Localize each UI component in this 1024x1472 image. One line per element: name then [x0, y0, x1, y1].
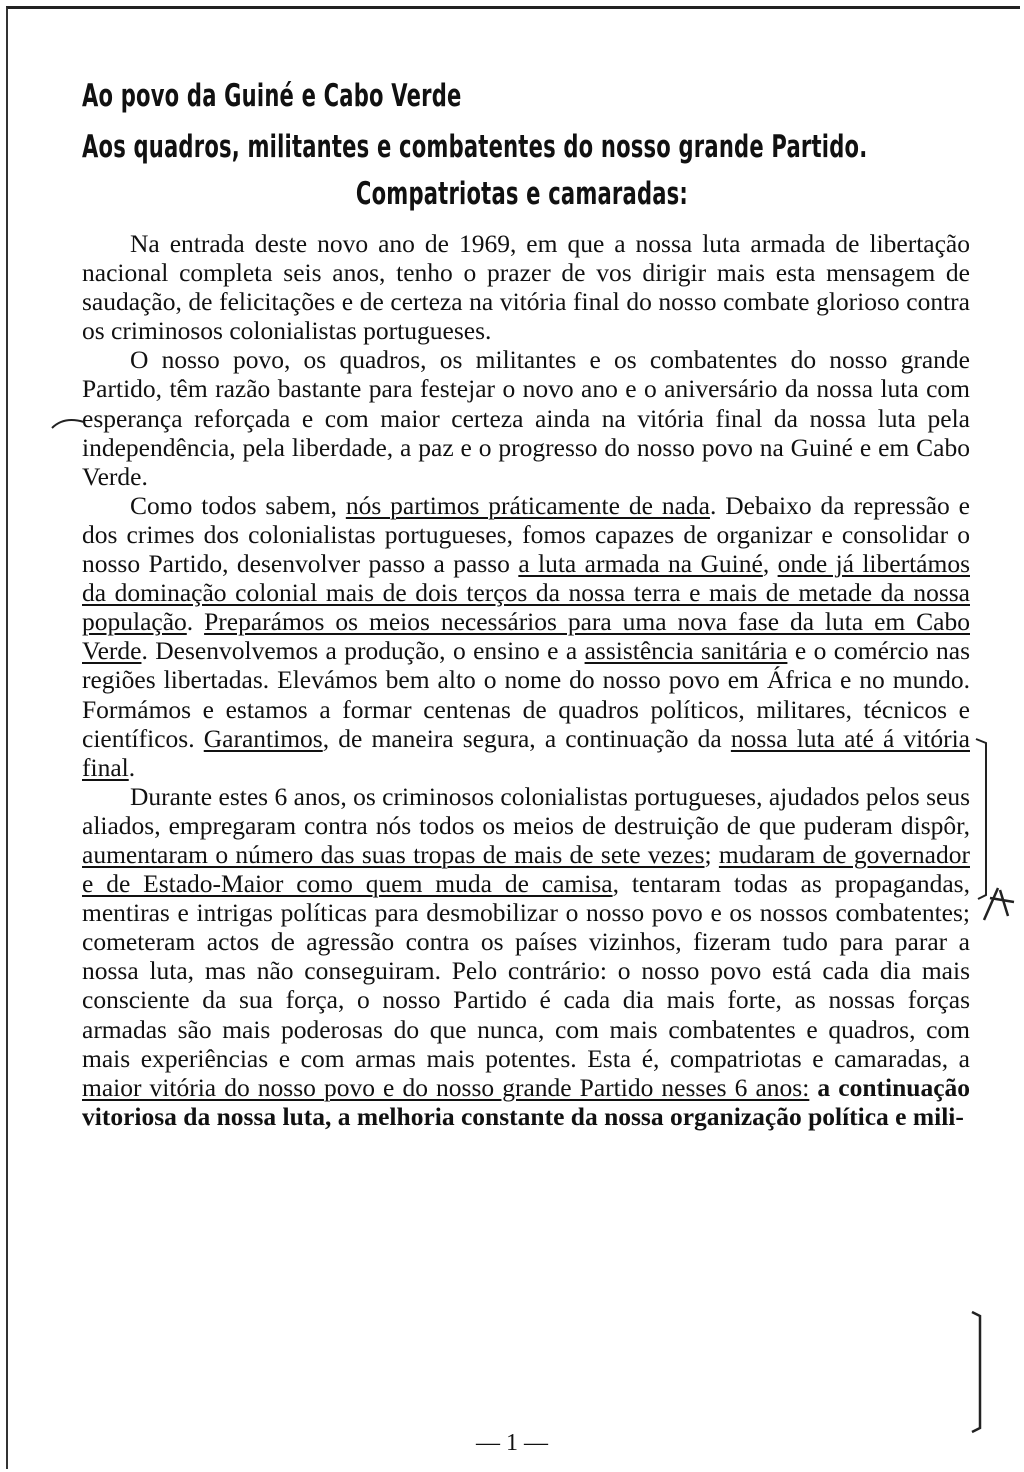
underlined-text: onde já libertámos da dominação colonial mais de dois terços da nossa terra e mais de metade da nossa população	[82, 549, 970, 637]
text-run: . Debaixo da repressão e dos crimes dos colonialistas portugueses, fomos capazes de organizar e consolidar o nosso Partido, desenvolver passo a passo	[82, 490, 970, 579]
text-run: Na entrada deste novo ano de 1969, em que a nossa luta armada de libertação nacional completa seis anos, tenho o prazer de vos dirigir mais esta mensagem de saudação, de felicitações e de certeza na vitória final do nosso combate glorioso contra os criminosos colonialistas portugueses.	[82, 229, 970, 346]
text-run: e o comércio nas regiões libertadas. Elevámos bem alto o nome do nosso povo em África e no mundo. Formámos e estamos a formar centenas de quadros políticos, militares, técnicos e científicos.	[82, 636, 971, 753]
paragraph-1	[82, 229, 970, 345]
heading-line-2: Aos quadros, militantes e combatentes do nosso grande Partido.	[82, 129, 868, 165]
text-run: ,	[762, 549, 778, 579]
text-run: .	[128, 752, 136, 782]
page-number: — 1 —	[476, 1430, 548, 1456]
underlined-text: a luta armada na Guiné	[518, 549, 763, 579]
text-run: , tentaram todas as propagandas, mentiras e intrigas políticas para desmobilizar o nosso povo e os nossos combatentes; cometeram actos de agressão contra os países vizinhos, fizeram tudo para parar a nossa luta, mas não conseguiram. Pelo contrário: o nosso povo está cada dia mais consciente da sua força, o nosso Partido é cada dia mais forte, as nossas forças armadas são mais poderosas do que nunca, com mais combatentes e quadros, com mais experiências e com armas mais potentes. Esta é, compatriotas e camaradas, a	[82, 869, 970, 1073]
paragraph-4	[82, 782, 970, 1131]
heading-line-1: Ao povo da Guiné e Cabo Verde	[82, 78, 462, 114]
text-run: . Desenvolvemos a produção, o ensino e a	[141, 636, 585, 666]
underlined-text: mudaram de governador e de Estado-Maior como quem muda de camisa	[82, 839, 970, 899]
underlined-text: nossa luta até á vitória final	[82, 723, 970, 782]
heading-line-3: Compatriotas e camaradas:	[355, 176, 689, 212]
handwritten-mark-icon	[50, 412, 90, 432]
margin-cross-icon	[978, 880, 1018, 924]
paragraph-2	[82, 345, 970, 490]
underlined-text: nós partimos práticamente de nada	[345, 490, 710, 520]
underlined-text: maior vitória do nosso povo e do nosso grande Partido nesses 6 anos:	[82, 1072, 810, 1102]
document-body	[82, 229, 970, 1131]
underlined-text: aumentaram o número das suas tropas de mais de sete vezes	[82, 839, 705, 869]
text-run: Como todos sabem,	[130, 490, 346, 520]
text-run: Durante estes 6 anos, os criminosos colonialistas portugueses, ajudados pelos seus aliados, empregaram contra nós todos os meios de destruição de que puderam dispôr,	[82, 781, 970, 840]
underlined-text: Garantimos	[203, 723, 323, 753]
margin-bracket-icon-lower	[968, 1308, 988, 1438]
underlined-text: Preparámos os meios necessários para uma nova fase da luta em Cabo Verde	[82, 607, 970, 666]
text-run: O nosso povo, os quadros, os militantes e os combatentes do nosso grande Partido, têm razão bastante para festejar o novo ano e o aniversário da nossa luta com esperança reforçada e com maior certeza ainda na vitória final da nossa luta pela independência, pela liberdade, a paz e o progresso do nosso povo na Guiné e em Cabo Verde.	[82, 345, 970, 491]
underlined-text: assistência sanitária	[584, 636, 788, 666]
text-run: ;	[704, 839, 719, 869]
text-run: , de maneira segura, a continuação da	[322, 723, 731, 753]
paragraph-3	[82, 491, 970, 782]
bold-text: a continuação vitoriosa da nossa luta, a melhoria constante da nossa organização política e mili-	[82, 1072, 971, 1131]
text-run: .	[186, 607, 205, 637]
